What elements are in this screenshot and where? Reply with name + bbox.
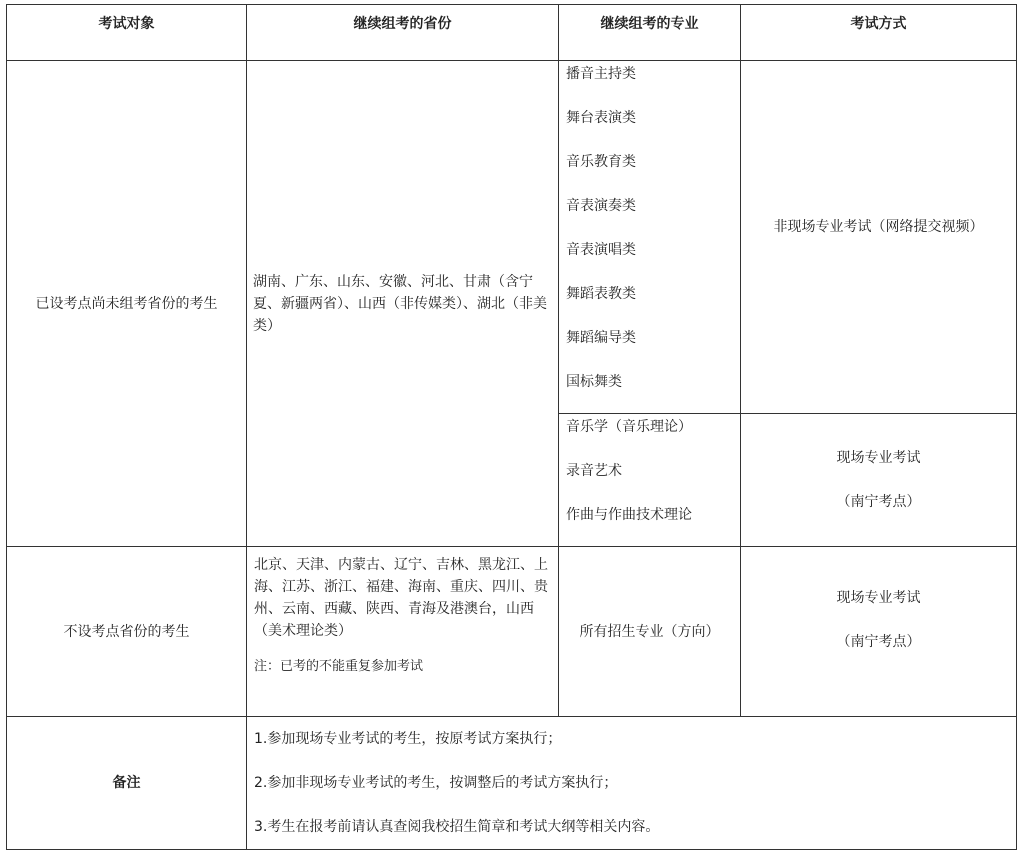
remark-item: 1.参加现场专业考试的考生，按原考试方案执行； [254,731,562,747]
major-item: 舞台表演类 [566,110,636,126]
major-item: 音表演唱类 [566,242,636,258]
group1-method-b [741,414,1017,547]
header-row [7,5,1017,61]
group1-target: 已设考点尚未组考省份的考生 [7,61,247,547]
method-line: 现场专业考试 [836,450,921,466]
major-item: 作曲与作曲技术理论 [566,507,692,523]
major-item: 舞蹈表教类 [566,286,636,302]
major-item: 音乐教育类 [566,154,636,170]
group2-method [741,547,1017,717]
remark-item: 2.参加非现场专业考试的考生，按调整后的考试方案执行； [254,775,618,791]
group1-majors-a [559,61,741,414]
group2-provinces: 北京、天津、内蒙古、辽宁、吉林、黑龙江、上海、江苏、浙江、福建、海南、重庆、四川、贵州、云南、西藏、陕西、青海及港澳台，山西（美术理论类） [254,557,548,639]
group2-target: 不设考点省份的考生 [7,547,247,717]
group2-provinces-cell [247,547,559,717]
exam-arrangement-table [6,4,1017,850]
method-line: 现场专业考试 [836,590,921,606]
remarks-content [247,717,1017,850]
remarks-label: 备注 [7,717,247,850]
major-item: 音表演奏类 [566,198,636,214]
method-line: （南宁考点） [836,634,921,650]
remark-item: 3.考生在报考前请认真查阅我校招生简章和考试大纲等相关内容。 [254,819,660,835]
header-exam-method: 考试方式 [741,5,1017,61]
group1-majors-b [559,414,741,547]
header-majors: 继续组考的专业 [559,5,741,61]
group1-row-a [7,61,1017,414]
group2-majors: 所有招生专业（方向） [559,547,741,717]
header-provinces: 继续组考的省份 [247,5,559,61]
major-item: 播音主持类 [566,66,636,82]
major-item: 舞蹈编导类 [566,330,636,346]
header-exam-target: 考试对象 [7,5,247,61]
group2-row [7,547,1017,717]
remarks-row [7,717,1017,850]
group2-note: 注：已考的不能重复参加考试 [254,659,424,674]
group1-method-a: 非现场专业考试（网络提交视频） [741,61,1017,414]
group1-provinces: 湖南、广东、山东、安徽、河北、甘肃（含宁夏、新疆两省）、山西（非传媒类）、湖北（非美类） [247,61,559,547]
major-item: 录音艺术 [566,463,622,479]
major-item: 音乐学（音乐理论） [566,419,692,435]
method-line: （南宁考点） [836,494,921,510]
major-item: 国标舞类 [566,374,622,390]
